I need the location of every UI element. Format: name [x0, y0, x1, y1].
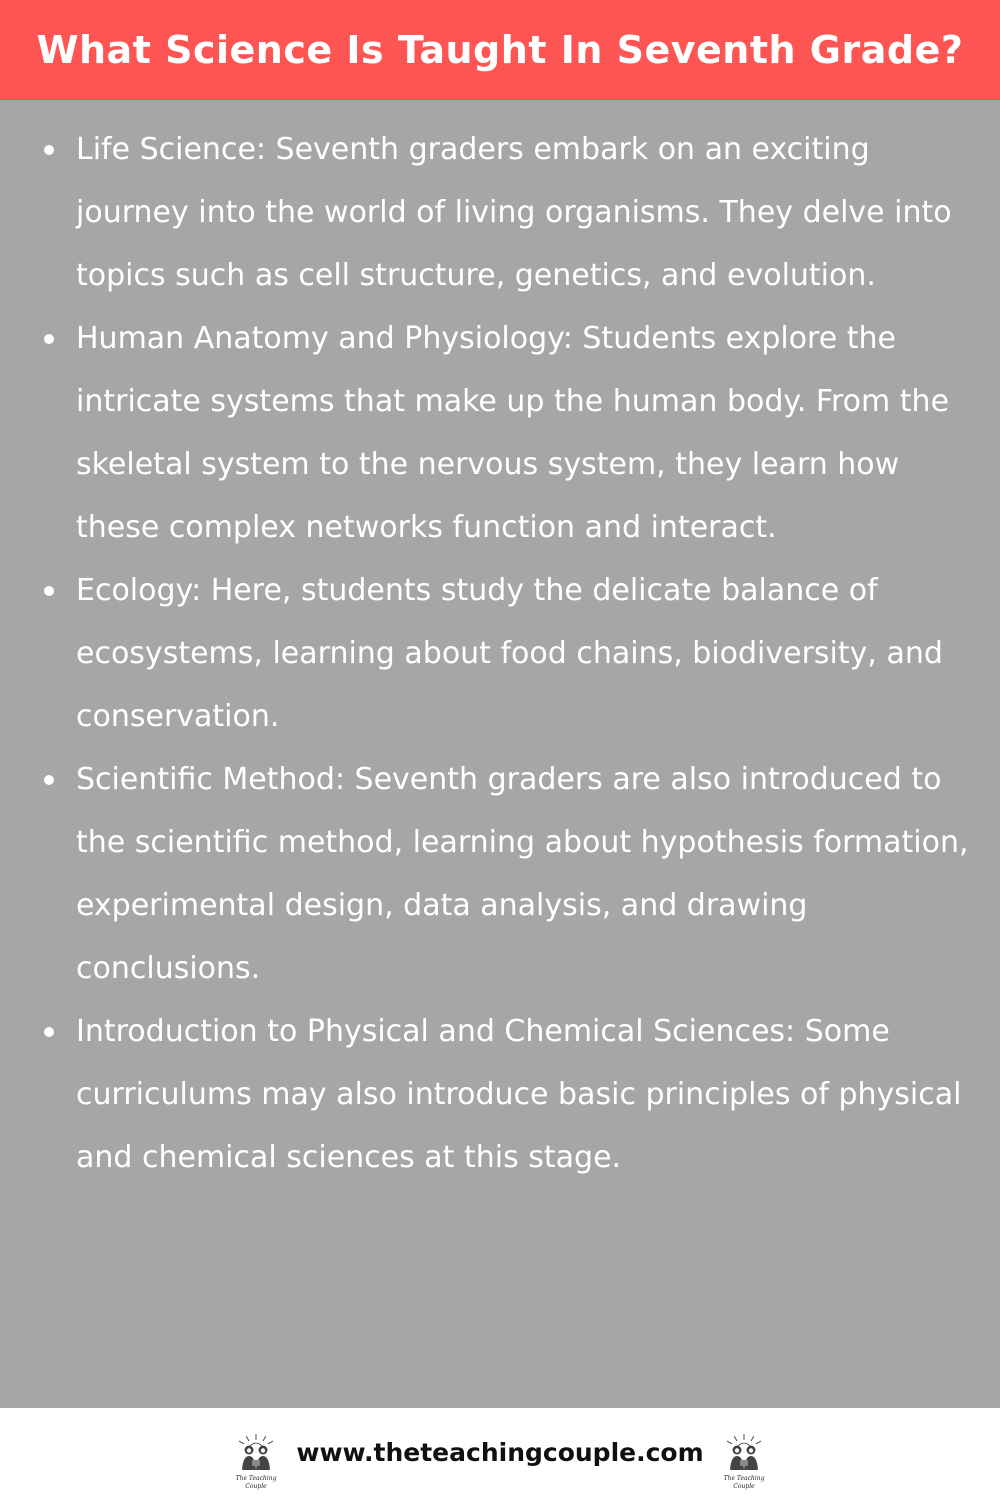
list-item-text: Introduction to Physical and Chemical Sciences: Some curriculums may also introduce basic principles of physical and chemical sciences at this stage.: [76, 1014, 962, 1175]
website-link[interactable]: www.theteachingcouple.com: [296, 1438, 704, 1467]
page-title: What Science Is Taught In Seventh Grade?: [36, 28, 964, 72]
footer: [0, 1408, 1000, 1500]
list-item: [0, 1000, 1000, 1189]
bullet-icon: [44, 775, 54, 785]
bullet-icon: [44, 145, 54, 155]
bullet-icon: [44, 586, 54, 596]
bullet-icon: [44, 1027, 54, 1037]
list-item: [0, 559, 1000, 748]
logo-icon: [718, 1432, 770, 1476]
topic-list: [0, 118, 1000, 1189]
logo-icon: [230, 1432, 282, 1476]
teaching-couple-logo: [718, 1432, 770, 1490]
logo-caption: The Teaching Couple: [723, 1475, 765, 1490]
list-item-text: Ecology: Here, students study the delicate balance of ecosystems, learning about food chains, biodiversity, and conservation.: [76, 573, 943, 734]
list-item-text: Human Anatomy and Physiology: Students explore the intricate systems that make up the human body. From the skeletal system to the nervous system, they learn how these complex networks function and interact.: [76, 321, 950, 545]
teaching-couple-logo: [230, 1432, 282, 1490]
list-item: [0, 118, 1000, 307]
logo-caption: The Teaching Couple: [235, 1475, 277, 1490]
list-item: [0, 748, 1000, 1000]
bullet-icon: [44, 334, 54, 344]
list-item-text: Life Science: Seventh graders embark on an exciting journey into the world of living organisms. They delve into topics such as cell structure, genetics, and evolution.: [76, 132, 952, 293]
list-item: [0, 307, 1000, 559]
list-item-text: Scientific Method: Seventh graders are also introduced to the scientific method, learning about hypothesis formation, experimental design, data analysis, and drawing conclusions.: [76, 762, 969, 986]
header-banner: [0, 0, 1000, 100]
